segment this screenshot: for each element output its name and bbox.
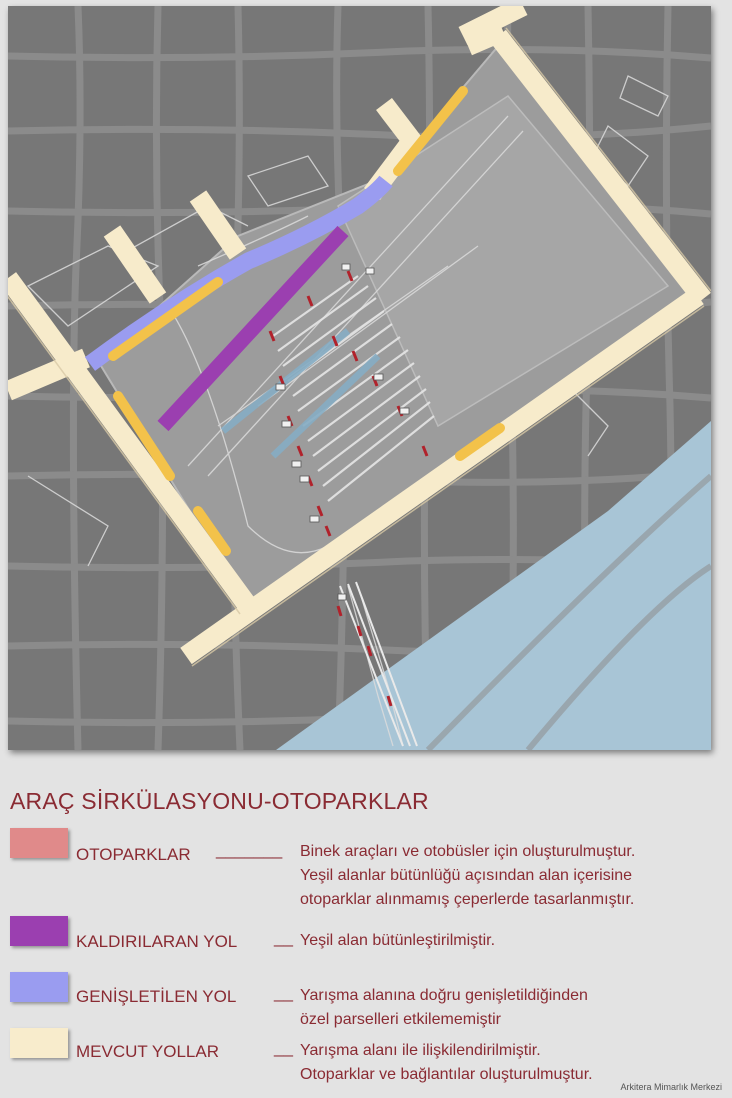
legend-dash-kaldirilan-yol: __ bbox=[274, 928, 293, 947]
legend-label-otoparklar: OTOPARKLAR bbox=[76, 845, 191, 864]
legend-dash-mevcut-yollar: __ bbox=[274, 1038, 293, 1057]
legend-desc-genisletilen-yol-1: Yarışma alanına doğru genişletildiğinden bbox=[300, 987, 588, 1004]
legend-desc-mevcut-yollar-2: Otoparklar ve bağlantılar oluşturulmuştur. bbox=[300, 1066, 593, 1083]
legend-desc-otoparklar-1: Binek araçları ve otobüsler için oluşturulmuştur. bbox=[300, 843, 636, 860]
legend-desc-otoparklar-2: Yeşil alanlar bütünlüğü açısından alan içerisine bbox=[300, 867, 633, 884]
legend-title: ARAÇ SİRKÜLASYONU-OTOPARKLAR bbox=[10, 788, 429, 814]
legend-label-genisletilen-yol: GENİŞLETİLEN YOL bbox=[76, 987, 237, 1006]
legend-desc-genisletilen-yol-2: özel parselleri etkilememiştir bbox=[300, 1011, 501, 1028]
credit-watermark: Arkitera Mimarlık Merkezi bbox=[620, 1082, 722, 1092]
legend-desc-mevcut-yollar-1: Yarışma alanı ile ilişkilendirilmiştir. bbox=[300, 1042, 541, 1059]
legend-label-kaldirilan-yol: KALDIRILARAN YOL bbox=[76, 932, 238, 951]
swatch-genisletilen-yol bbox=[10, 972, 68, 1002]
legend-dash-genisletilen-yol: __ bbox=[274, 983, 293, 1002]
legend-desc-otoparklar-3: otoparklar alınmamış çeperlerde tasarlanmıştır. bbox=[300, 891, 635, 908]
legend-label-mevcut-yollar: MEVCUT YOLLAR bbox=[76, 1042, 219, 1061]
legend-desc-kaldirilan-yol: Yeşil alan bütünleştirilmiştir. bbox=[300, 932, 496, 949]
swatch-kaldirilan-yol bbox=[10, 916, 68, 946]
swatch-otoparklar bbox=[10, 828, 68, 858]
site-plan-svg bbox=[8, 6, 711, 750]
site-plan-map bbox=[8, 6, 711, 750]
swatch-mevcut-yollar bbox=[10, 1028, 68, 1058]
legend-dash-otoparklar: _______ bbox=[216, 840, 283, 859]
